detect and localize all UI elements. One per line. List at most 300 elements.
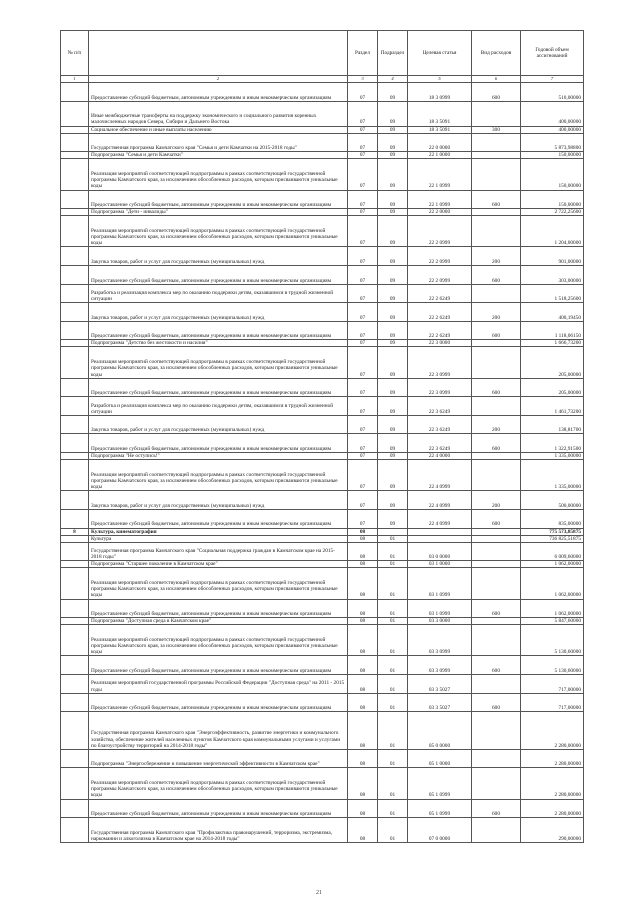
- row-expense-type: [472, 542, 521, 561]
- row-target: 22 4 0999: [408, 491, 472, 510]
- row-amount: 6 009,60000: [521, 542, 584, 561]
- row-num: [61, 535, 89, 542]
- row-target: 22 3 0999: [408, 378, 472, 397]
- row-num: [61, 625, 89, 656]
- row-num: [61, 190, 89, 209]
- table-row: [61, 340, 584, 347]
- row-expense-type: [472, 618, 521, 625]
- row-subsection: 09: [378, 509, 408, 528]
- row-num: [61, 83, 89, 102]
- row-num: [61, 216, 89, 247]
- row-amount: 5 130,60000: [521, 625, 584, 656]
- table-row: [61, 101, 584, 126]
- row-target: 22 2 6249: [408, 321, 472, 340]
- column-index: 7: [521, 76, 584, 83]
- row-name: Реализация мероприятий государственной программы Российской Федерации "Доступная среда" на 2011 - 2015 годы: [89, 675, 348, 694]
- table-row: [61, 284, 584, 303]
- row-target: 22 2 0000: [408, 209, 472, 216]
- row-section: 07: [348, 509, 378, 528]
- row-section: 07: [348, 101, 378, 126]
- table-row: [61, 460, 584, 491]
- header-name: [89, 31, 348, 76]
- row-target: 03 1 0999: [408, 568, 472, 599]
- row-subsection: 09: [378, 378, 408, 397]
- row-name: Закупка товаров, работ и услуг для государственных (муниципальных) нужд: [89, 303, 348, 322]
- row-name: Закупка товаров, работ и услуг для государственных (муниципальных) нужд: [89, 247, 348, 266]
- table-row: [61, 675, 584, 694]
- row-num: [61, 126, 89, 133]
- table-row: [61, 133, 584, 152]
- row-section: 08: [348, 599, 378, 618]
- row-amount: 2 280,00000: [521, 712, 584, 750]
- row-name: Разработка и реализация комплекса мер по оказанию поддержки детям, оказавшимся в трудной жизненной ситуации: [89, 397, 348, 416]
- table-row: [61, 693, 584, 712]
- row-section: 07: [348, 190, 378, 209]
- table-row: [61, 216, 584, 247]
- row-amount: 775 573,85875: [521, 528, 584, 535]
- row-amount: 1 062,00000: [521, 568, 584, 599]
- row-subsection: 01: [378, 656, 408, 675]
- row-amount: 400,00000: [521, 101, 584, 126]
- row-name: Реализация мероприятий соответствующей подпрограммы в рамках соответствующей государственной программы Камчатского края, за исключением обособленных расходов, которым присваиваются уникальные коды: [89, 768, 348, 799]
- table-row: [61, 321, 584, 340]
- row-num: [61, 378, 89, 397]
- row-num: [61, 491, 89, 510]
- row-target: 22 4 0000: [408, 453, 472, 460]
- table-row: [61, 303, 584, 322]
- row-subsection: 09: [378, 126, 408, 133]
- row-num: [61, 749, 89, 768]
- table-row: [61, 83, 584, 102]
- row-subsection: 01: [378, 599, 408, 618]
- row-name: Подпрограмма "Старшее поколение в Камчатском крае": [89, 561, 348, 568]
- row-subsection: 01: [378, 542, 408, 561]
- row-amount: 1 335,00000: [521, 453, 584, 460]
- row-expense-type: 600: [472, 799, 521, 818]
- header-target: Целевая статья: [408, 31, 472, 76]
- row-section: 07: [348, 152, 378, 159]
- table-row: [61, 768, 584, 799]
- row-target: 22 3 0000: [408, 340, 472, 347]
- row-amount: 150,00000: [521, 159, 584, 190]
- row-num: [61, 768, 89, 799]
- row-subsection: 09: [378, 321, 408, 340]
- row-amount: 500,00000: [521, 491, 584, 510]
- row-amount: 205,00000: [521, 378, 584, 397]
- row-num: [61, 209, 89, 216]
- row-subsection: 01: [378, 712, 408, 750]
- row-expense-type: [472, 216, 521, 247]
- row-section: 08: [348, 561, 378, 568]
- row-expense-type: 600: [472, 266, 521, 285]
- row-section: 07: [348, 415, 378, 434]
- row-target: 22 3 6249: [408, 434, 472, 453]
- row-target: 22 2 0999: [408, 266, 472, 285]
- column-index-row: [61, 76, 584, 83]
- row-num: [61, 799, 89, 818]
- row-name: Реализация мероприятий соответствующей подпрограммы в рамках соответствующей государственной программы Камчатского края, за исключением обособленных расходов, которым присваиваются уникальные коды: [89, 347, 348, 378]
- row-subsection: 09: [378, 397, 408, 416]
- row-subsection: 09: [378, 491, 408, 510]
- page-number: 21: [316, 890, 322, 896]
- row-amount: 717,00000: [521, 675, 584, 694]
- row-target: 18 3 5091: [408, 126, 472, 133]
- row-expense-type: 600: [472, 599, 521, 618]
- row-subsection: 09: [378, 303, 408, 322]
- table-row: [61, 247, 584, 266]
- table-row: [61, 599, 584, 618]
- row-amount: 717,00000: [521, 693, 584, 712]
- row-num: 8: [61, 528, 89, 535]
- table-row: [61, 152, 584, 159]
- row-target: 05 0 0000: [408, 712, 472, 750]
- row-num: [61, 159, 89, 190]
- row-subsection: 01: [378, 693, 408, 712]
- row-name: Реализация мероприятий соответствующей подпрограммы в рамках соответствующей государственной программы Камчатского края, за исключением обособленных расходов, которым присваиваются уникальные коды: [89, 216, 348, 247]
- row-expense-type: [472, 340, 521, 347]
- table-row: [61, 266, 584, 285]
- row-subsection: 09: [378, 101, 408, 126]
- row-subsection: 09: [378, 340, 408, 347]
- row-name: Подпрограмма "Дети - инвалиды": [89, 209, 348, 216]
- row-num: [61, 542, 89, 561]
- table-row: [61, 453, 584, 460]
- table-row: [61, 528, 584, 535]
- table-row: [61, 415, 584, 434]
- row-subsection: 09: [378, 266, 408, 285]
- row-num: [61, 303, 89, 322]
- row-target: 03 3 0000: [408, 618, 472, 625]
- header-section: Раздел: [348, 31, 378, 76]
- row-amount: 138,81700: [521, 415, 584, 434]
- row-amount: 1 118,06150: [521, 321, 584, 340]
- row-subsection: 09: [378, 415, 408, 434]
- row-expense-type: 300: [472, 126, 521, 133]
- row-section: 08: [348, 528, 378, 535]
- row-name: Культура: [89, 535, 348, 542]
- table-row: [61, 542, 584, 561]
- row-name: Предоставление субсидий бюджетным, автономным учреждениям и иным некоммерческим организациям: [89, 83, 348, 102]
- table-row: [61, 126, 584, 133]
- row-subsection: 01: [378, 561, 408, 568]
- row-expense-type: [472, 347, 521, 378]
- row-name: Разработка и реализация комплекса мер по оказанию поддержки детям, оказавшимся в трудной жизненной ситуации: [89, 284, 348, 303]
- column-index: 5: [408, 76, 472, 83]
- row-target: 22 2 6249: [408, 284, 472, 303]
- row-num: [61, 321, 89, 340]
- row-amount: 510,00000: [521, 83, 584, 102]
- row-amount: 150,00000: [521, 190, 584, 209]
- row-target: 22 3 6249: [408, 397, 472, 416]
- row-expense-type: [472, 528, 521, 535]
- row-section: 07: [348, 460, 378, 491]
- row-name: Предоставление субсидий бюджетным, автономным учреждениям и иным некоммерческим организациям: [89, 693, 348, 712]
- row-num: [61, 460, 89, 491]
- row-subsection: 09: [378, 347, 408, 378]
- row-target: 03 3 5027: [408, 675, 472, 694]
- row-section: 08: [348, 693, 378, 712]
- column-index: 3: [348, 76, 378, 83]
- column-index: 1: [61, 76, 89, 83]
- row-amount: 1 062,00000: [521, 561, 584, 568]
- row-num: [61, 599, 89, 618]
- row-name: Государственная программа Камчатского края "Социальная поддержка граждан в Камчатском крае на 2015-2018 годы": [89, 542, 348, 561]
- row-subsection: 09: [378, 83, 408, 102]
- row-section: 08: [348, 656, 378, 675]
- row-num: [61, 618, 89, 625]
- row-expense-type: [472, 675, 521, 694]
- table-row: [61, 535, 584, 542]
- table-row: [61, 818, 584, 843]
- row-expense-type: [472, 625, 521, 656]
- row-expense-type: [472, 460, 521, 491]
- row-expense-type: [472, 453, 521, 460]
- row-section: 08: [348, 568, 378, 599]
- row-subsection: 09: [378, 284, 408, 303]
- row-num: [61, 133, 89, 152]
- row-name: Социальное обеспечение и иные выплаты населению: [89, 126, 348, 133]
- row-section: 07: [348, 83, 378, 102]
- row-amount: 205,00000: [521, 347, 584, 378]
- row-section: 08: [348, 675, 378, 694]
- row-section: 07: [348, 159, 378, 190]
- row-target: 05 1 0999: [408, 799, 472, 818]
- table-row: [61, 656, 584, 675]
- row-subsection: 01: [378, 625, 408, 656]
- row-section: 08: [348, 818, 378, 843]
- row-num: [61, 453, 89, 460]
- header-amount: Годовой объем ассигнований: [521, 31, 584, 76]
- table-row: [61, 159, 584, 190]
- row-subsection: 09: [378, 190, 408, 209]
- row-subsection: 01: [378, 749, 408, 768]
- row-amount: 2 280,00000: [521, 799, 584, 818]
- row-expense-type: 200: [472, 415, 521, 434]
- row-expense-type: [472, 749, 521, 768]
- row-amount: 5 130,60000: [521, 656, 584, 675]
- row-amount: 1 335,00000: [521, 460, 584, 491]
- row-amount: 901,00000: [521, 247, 584, 266]
- row-expense-type: [472, 561, 521, 568]
- row-num: [61, 656, 89, 675]
- table-row: [61, 347, 584, 378]
- row-expense-type: [472, 535, 521, 542]
- row-section: 08: [348, 768, 378, 799]
- row-section: 07: [348, 434, 378, 453]
- row-target: 22 1 0999: [408, 159, 472, 190]
- row-target: 03 1 0000: [408, 561, 472, 568]
- row-name: Государственная программа Камчатского края "Энергоэффективность, развитие энергетики и коммунального хозяйства, обеспечение жителей населенных пунктов Камчатского края коммунальными услугами и услугами по благоустройству территорий на 2014-2018 годы": [89, 712, 348, 750]
- row-expense-type: [472, 284, 521, 303]
- row-section: 08: [348, 749, 378, 768]
- row-amount: 1 461,73200: [521, 397, 584, 416]
- budget-table-sheet: [60, 30, 583, 843]
- row-subsection: [378, 528, 408, 535]
- row-expense-type: [472, 768, 521, 799]
- row-amount: 150,00000: [521, 152, 584, 159]
- row-expense-type: 600: [472, 321, 521, 340]
- row-amount: 400,00000: [521, 126, 584, 133]
- table-row: [61, 378, 584, 397]
- row-num: [61, 693, 89, 712]
- row-section: 08: [348, 712, 378, 750]
- row-target: 05 1 0000: [408, 749, 472, 768]
- table-row: [61, 749, 584, 768]
- row-section: 08: [348, 625, 378, 656]
- row-num: [61, 101, 89, 126]
- table-row: [61, 434, 584, 453]
- row-target: 05 1 0999: [408, 768, 472, 799]
- row-name: Предоставление субсидий бюджетным, автономным учреждениям и иным некоммерческим организациям: [89, 509, 348, 528]
- row-name: Реализация мероприятий соответствующей подпрограммы в рамках соответствующей государственной программы Камчатского края, за исключением обособленных расходов, которым присваиваются уникальные коды: [89, 625, 348, 656]
- row-name: Государственная программа Камчатского края "Профилактика правонарушений, терроризма, экстремизма, наркомании и алкоголизма в Камчатском крае на 2014-2018 годы": [89, 818, 348, 843]
- row-section: 08: [348, 535, 378, 542]
- row-amount: 1 518,25600: [521, 284, 584, 303]
- row-name: Закупка товаров, работ и услуг для государственных (муниципальных) нужд: [89, 491, 348, 510]
- row-subsection: 09: [378, 152, 408, 159]
- row-subsection: 01: [378, 568, 408, 599]
- table-row: [61, 568, 584, 599]
- table-body: [61, 83, 584, 843]
- row-amount: 1 322,91500: [521, 434, 584, 453]
- header-num: № п/п: [61, 31, 89, 76]
- row-subsection: 01: [378, 818, 408, 843]
- table-row: [61, 209, 584, 216]
- row-subsection: 09: [378, 460, 408, 491]
- row-target: 22 3 6249: [408, 415, 472, 434]
- header-expense-type: Вид расходов: [472, 31, 521, 76]
- row-name: Предоставление субсидий бюджетным, автономным учреждениям и иным некоммерческим организациям: [89, 378, 348, 397]
- row-subsection: 01: [378, 535, 408, 542]
- row-section: 08: [348, 799, 378, 818]
- row-section: 07: [348, 216, 378, 247]
- row-subsection: 09: [378, 453, 408, 460]
- row-target: 22 1 0999: [408, 190, 472, 209]
- row-name: Предоставление субсидий бюджетным, автономным учреждениям и иным некоммерческим организациям: [89, 599, 348, 618]
- row-amount: 1 204,00000: [521, 216, 584, 247]
- row-name: Предоставление субсидий бюджетным, автономным учреждениям и иным некоммерческим организациям: [89, 190, 348, 209]
- row-subsection: 09: [378, 133, 408, 152]
- row-target: 03 0 0000: [408, 542, 472, 561]
- column-index: 2: [89, 76, 348, 83]
- row-name: Культура, кинематография: [89, 528, 348, 535]
- row-section: 07: [348, 340, 378, 347]
- row-name: Предоставление субсидий бюджетным, автономным учреждениям и иным некоммерческим организациям: [89, 321, 348, 340]
- row-name: Закупка товаров, работ и услуг для государственных (муниципальных) нужд: [89, 415, 348, 434]
- row-target: 07 0 0000: [408, 818, 472, 843]
- row-num: [61, 247, 89, 266]
- row-section: 08: [348, 542, 378, 561]
- row-target: 18 3 0999: [408, 83, 472, 102]
- row-section: 07: [348, 126, 378, 133]
- row-section: 07: [348, 284, 378, 303]
- row-expense-type: [472, 152, 521, 159]
- row-section: 07: [348, 378, 378, 397]
- row-target: 22 2 6249: [408, 303, 472, 322]
- row-expense-type: [472, 209, 521, 216]
- table-row: [61, 491, 584, 510]
- table-header-row: [61, 31, 584, 76]
- row-amount: 2 722,25600: [521, 209, 584, 216]
- row-section: 07: [348, 209, 378, 216]
- row-name: Предоставление субсидий бюджетным, автономным учреждениям и иным некоммерческим организациям: [89, 266, 348, 285]
- row-num: [61, 415, 89, 434]
- row-amount: 5 873,98800: [521, 133, 584, 152]
- row-subsection: 01: [378, 768, 408, 799]
- row-subsection: 09: [378, 434, 408, 453]
- row-target: 22 2 0999: [408, 247, 472, 266]
- row-amount: 2 280,00000: [521, 768, 584, 799]
- row-section: 07: [348, 247, 378, 266]
- row-expense-type: [472, 133, 521, 152]
- row-expense-type: 600: [472, 656, 521, 675]
- row-amount: 835,00000: [521, 509, 584, 528]
- row-name: Подпрограмма "Доступная среда в Камчатском крае": [89, 618, 348, 625]
- row-name: Подпрограмма "Детство без жестокости и насилия": [89, 340, 348, 347]
- row-target: 03 3 0999: [408, 656, 472, 675]
- row-subsection: 01: [378, 618, 408, 625]
- row-expense-type: [472, 712, 521, 750]
- row-name: Подпрограмма "Энергосбережение и повышение энергетической эффективности в Камчатском крае": [89, 749, 348, 768]
- row-target: [408, 535, 472, 542]
- table-row: [61, 625, 584, 656]
- row-num: [61, 712, 89, 750]
- row-num: [61, 568, 89, 599]
- row-num: [61, 340, 89, 347]
- row-amount: 290,00000: [521, 818, 584, 843]
- row-section: 07: [348, 303, 378, 322]
- row-target: 03 3 0999: [408, 625, 472, 656]
- row-name: Государственная программа Камчатского края "Семья и дети Камчатки на 2015-2018 годы": [89, 133, 348, 152]
- row-amount: 736 825,51875: [521, 535, 584, 542]
- row-name: Реализация мероприятий соответствующей подпрограммы в рамках соответствующей государственной программы Камчатского края, за исключением обособленных расходов, которым присваиваются уникальные коды: [89, 159, 348, 190]
- row-section: 07: [348, 321, 378, 340]
- row-section: 07: [348, 347, 378, 378]
- row-name: Предоставление субсидий бюджетным, автономным учреждениям и иным некоммерческим организациям: [89, 434, 348, 453]
- row-subsection: 09: [378, 159, 408, 190]
- row-target: 22 4 0999: [408, 460, 472, 491]
- row-target: 22 3 0999: [408, 347, 472, 378]
- table-row: [61, 397, 584, 416]
- row-target: 22 2 0999: [408, 216, 472, 247]
- table-row: [61, 618, 584, 625]
- row-expense-type: 200: [472, 491, 521, 510]
- row-num: [61, 509, 89, 528]
- row-amount: 5 847,60000: [521, 618, 584, 625]
- row-num: [61, 152, 89, 159]
- table-row: [61, 190, 584, 209]
- row-expense-type: 600: [472, 83, 521, 102]
- row-expense-type: 600: [472, 509, 521, 528]
- row-expense-type: 600: [472, 693, 521, 712]
- row-subsection: 09: [378, 247, 408, 266]
- row-target: 22 0 0000: [408, 133, 472, 152]
- row-target: 22 4 0999: [408, 509, 472, 528]
- row-subsection: 09: [378, 209, 408, 216]
- budget-table: [60, 30, 584, 843]
- row-target: 03 1 0999: [408, 599, 472, 618]
- row-section: 08: [348, 618, 378, 625]
- row-name: Предоставление субсидий бюджетным, автономным учреждениям и иным некоммерческим организациям: [89, 799, 348, 818]
- row-name: Реализация мероприятий соответствующей подпрограммы в рамках соответствующей государственной программы Камчатского края, за исключением обособленных расходов, которым присваиваются уникальные коды: [89, 460, 348, 491]
- row-name: Предоставление субсидий бюджетным, автономным учреждениям и иным некоммерческим организациям: [89, 656, 348, 675]
- column-index: 4: [378, 76, 408, 83]
- row-expense-type: 600: [472, 378, 521, 397]
- row-expense-type: [472, 101, 521, 126]
- row-name: Иные межбюджетные трансферты на поддержку экономического и социального развития коренных малочисленных народов Севера, Сибири и Дальнего Востока: [89, 101, 348, 126]
- row-target: 03 3 5027: [408, 693, 472, 712]
- row-section: 07: [348, 266, 378, 285]
